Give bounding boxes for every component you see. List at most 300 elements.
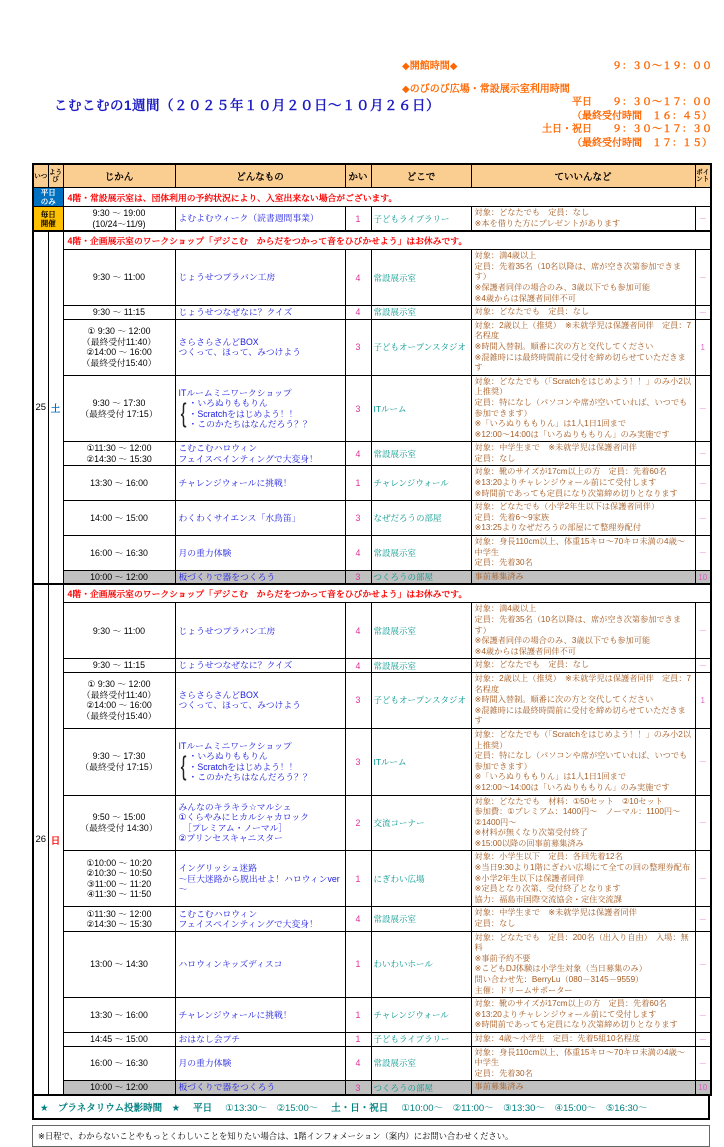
where-cell [371,659,471,673]
text-line: 9:30 ～ 17:30 [92,751,146,762]
time-cell [63,319,175,375]
text-line: 1 [700,342,705,352]
text-line: 定員：特になし（パソコンや席が空いていれば、いつでも参加できます） [474,751,688,771]
text-line: 対象：どなたでも（「Scratchをはじめよう！！」のみ小2以上推奨） [474,729,692,750]
col-header-where: どこで [371,164,471,188]
text-line: チャレンジウォール [373,478,449,489]
point-cell [695,570,711,584]
where-cell [371,931,471,998]
label-weekday-only [33,188,63,207]
details-cell [471,603,695,659]
schedule-body [33,188,711,1095]
text-line: 定員：先着35名（10名以降は、席が空き次第参加できます） [474,261,682,282]
floor-cell [345,536,371,571]
where-cell [371,603,471,659]
text-line: 10:00 ～ 12:00 [90,1082,148,1093]
text-line: － [698,757,707,767]
floor-cell [345,306,371,320]
text-line: 月の重力体験 [178,1058,232,1069]
event-row [33,795,711,851]
usage-weekend-last: （最終受付時間 １７：１５） [572,137,712,149]
time-cell [63,536,175,571]
floor-cell [345,603,371,659]
event-row [33,319,711,375]
floor-cell [345,250,371,306]
point-cell [695,306,711,320]
text-line: ・このかたちはなんだろう？？ [188,772,312,783]
floor-cell [345,319,371,375]
text-line: ※時間入替制。順番に次の方と交代してください [474,341,654,351]
text-line: 定員：特になし（パソコンや席が空いていれば、いつでも参加できます） [474,397,688,418]
time-cell [63,1046,175,1081]
text-line: 定員：先着6～9家族 [474,512,550,522]
text-line: 日 [50,835,61,847]
time-cell [63,570,175,584]
footnote: ※日程で、わからないことやもっとくわしいことを知りたい場合は、1階インフォメーション（案内）にお問い合わせください。 [32,1125,710,1147]
floor-cell [345,851,371,907]
text-line: ※12:00～14:00は「いろぬりももりん」のみ実施です [474,429,670,439]
text-line: 対象：身長110cm以上、体重15キロ～70キロ未満の4歳～中学生 [474,537,685,557]
text-line: ※定員となり次第、受付終了となります [474,884,621,894]
event-name-cell [175,728,345,795]
details-cell [471,1032,695,1046]
where-cell [371,728,471,795]
text-line: 対象：靴のサイズが17cm以上の方 定員：先着60名 [474,999,667,1009]
text-line: 4 [355,625,361,636]
floor-cell [345,1046,371,1081]
text-line: こむこむハロウィン [178,908,258,919]
text-line: 3 [355,403,361,414]
event-row [33,907,711,931]
text-line: ④11:30 ～ 11:50 [86,889,152,900]
text-line: ②14:30 ～ 15:30 [86,919,152,930]
event-name-cell [175,659,345,673]
text-line: 対象：どなたでも 定員：なし [474,660,590,670]
where-cell [371,795,471,851]
text-line: ・Scratchをはじめよう！！ [188,761,298,772]
text-line: 13:00 ～ 14:30 [90,959,148,970]
point-cell [695,603,711,659]
time-cell [63,931,175,998]
text-line: ②14:00 ～ 16:00 [86,347,152,358]
text-line: 対象：4歳～小学生 定員：先着5組10名程度 [474,1033,641,1043]
where-cell [371,570,471,584]
floor-cell [345,570,371,584]
text-line: わいわいホール [373,959,433,970]
text-line: 3 [355,572,361,583]
text-line: ITルームミニワークショップ [178,387,292,398]
col-header-what: どんなもの [175,164,345,188]
event-row [33,375,711,442]
text-line: ②プリンセスキャニスター [178,833,283,844]
where-cell [371,207,471,232]
text-line: ・このかたちはなんだろう？？ [188,419,312,429]
point-cell [695,466,711,501]
text-line: 4階・企画展示室のワークショップ「デジこむ からだをつかって音をひびかせよう」はお休みです。 [67,589,468,600]
text-line: 4階・企画展示室のワークショップ「デジこむ からだをつかって音をひびかせよう」はお休みです。 [67,236,468,247]
text-line: のみ [40,197,56,206]
where-cell [371,306,471,320]
col-header-weekday: ようび [48,164,63,188]
event-row [33,672,711,728]
time-cell [63,466,175,501]
text-line: ※時間前であっても定員になり次第締め切りとなります [474,488,678,498]
point-cell [695,931,711,998]
event-row [33,442,711,466]
text-line: 対象：中学生まで ※未就学児は保護者同伴 [474,443,637,453]
col-header-points: ポイント [695,164,711,188]
text-line: 対象：満4歳以上 [474,251,537,261]
where-cell [371,907,471,931]
text-line: ①11:30 ～ 12:00 [86,908,152,919]
details-cell [471,375,695,442]
text-line: チャレンジウォールに挑戦！ [178,478,292,489]
weekday-closure-note [63,188,711,207]
text-line: イングリッシュ迷路 [178,863,257,874]
text-line: 10 [698,572,708,582]
text-line: － [698,626,707,636]
event-row [33,501,711,536]
point-cell [695,672,711,728]
text-line: ・Scratchをはじめよう！！ [188,408,298,419]
text-line: さらさらさんどBOX [178,689,259,700]
text-line: － [698,661,707,671]
text-line: 子どもオープンスタジオ [373,695,466,706]
point-cell [695,501,711,536]
text-line: 定員：先着35名（10名以降は、席が空き次第参加できます） [474,615,682,635]
planetarium-title: ★ プラネタリウム投影時間 ★ [40,1102,181,1114]
text-line: ※13:20よりチャレンジウォール前にて受付します [474,478,657,488]
text-line: － [698,959,707,969]
floor-cell [345,442,371,466]
text-line: ITルームミニワークショップ [178,740,292,751]
text-line: 1 [355,1034,361,1045]
text-line: つくって、ほって、みつけよう [178,700,301,711]
text-line: 2 [355,817,361,828]
text-line: 3 [355,513,361,524]
text-line: 主催：ドリームサポーター [474,985,573,995]
text-line: 問い合わせ先：BerryLu（080－3145－9559） [474,975,644,984]
day-cell [48,231,63,584]
text-line: 平日 [40,188,56,197]
time-cell [63,795,175,851]
text-line: 板づくりで器をつくろう [178,1082,276,1093]
text-line: 14:00 ～ 15:00 [90,512,148,523]
text-line: じょうせつプラバン工房 [178,272,276,283]
text-line: ハロウィンキッズディスコ [178,959,283,970]
event-name-cell [175,250,345,306]
text-line: 対象：中学生まで ※未就学児は保護者同伴 [474,908,637,918]
text-line: ※4歳からは保護者同伴不可 [474,293,576,303]
text-line: こむこむハロウィン [178,443,258,454]
text-line: 9:30 ～ 11:00 [92,272,146,283]
time-cell [63,659,175,673]
event-name-cell [175,795,345,851]
text-line: ① 9:30 ～ 12:00 [87,326,151,337]
date-cell [33,584,48,1095]
text-line: 9:30 ～ 11:15 [92,660,146,671]
text-line: 13:30 ～ 16:00 [90,1009,148,1020]
event-name-cell [175,319,345,375]
details-cell [471,306,695,320]
floor-cell [345,795,371,851]
text-line: ※こどもDJ体験は小学生対象（当日募集のみ） [474,964,647,974]
text-line: 協力：福島市国際交流協会・定住交流課 [474,894,622,904]
text-line: みんなのキラキラ☆マルシェ [178,801,292,812]
text-line: さらさらさんどBOX [178,336,259,347]
text-line: おはなし会プチ [178,1034,241,1045]
event-row [33,536,711,571]
text-line: － [698,818,707,828]
time-cell [63,672,175,728]
text-line: 開催 [40,218,56,228]
text-line: わくわくサイエンス「水鳥笛」 [178,512,301,523]
text-line: ・いろぬりももりん [188,398,268,408]
floor-cell [345,672,371,728]
point-cell [695,1032,711,1046]
text-line: － [698,1058,707,1068]
floor-cell [345,728,371,795]
text-line: ①11:30 ～ 12:00 [86,443,152,454]
text-line: 9:30 ～ 19:00 [92,208,146,219]
text-line: － [698,214,707,224]
floor-cell [345,207,371,232]
brace-items [189,751,312,783]
time-cell [63,375,175,442]
page-title: こむこむの1週間（２０２５年１０月２０日～１０月２６日） [54,98,441,113]
point-cell [695,207,711,232]
brace-decoration: { [180,751,186,782]
time-cell [63,442,175,466]
text-line: 常設展示室 [373,625,417,636]
time-cell [63,998,175,1033]
event-name-cell [175,1032,345,1046]
text-line: 月の重力体験 [178,547,232,558]
text-line: ※当日9:30より1階にぎわい広場にて全ての回の整理券配布 [474,863,691,873]
event-name-cell [175,1046,345,1081]
text-line: 4階・常設展示室は、団体利用の予約状況により、入室出来ない場合がございます。 [67,192,398,203]
text-line: チャレンジウォール [373,1010,449,1021]
text-line: ① 9:30 ～ 12:00 [87,679,151,690]
text-line: 常設展示室 [373,448,417,459]
details-cell [471,442,695,466]
brace-group [179,398,342,430]
event-row [33,603,711,659]
text-line: － [698,273,707,283]
point-cell [695,851,711,907]
text-line: じょうせつプラバン工房 [178,625,276,636]
point-cell [695,375,711,442]
event-name-cell [175,466,345,501]
text-line: 3 [355,342,361,353]
text-line: 毎日 [40,209,56,219]
text-line: 9:30 ～ 17:30 [92,398,146,408]
usage-weekend-hours: 土日・祝日 ９：３０～１７：３０ [542,124,712,135]
text-line: （最終受付 14:30） [80,822,158,833]
text-line: ITルーム [373,756,407,767]
text-line: ※本を借りた方にプレゼントがあります [474,218,621,228]
text-line: ※4歳からは保護者同伴不可 [474,646,576,656]
time-cell [63,728,175,795]
text-line: 1 [355,213,361,224]
usage-weekday-last: （最終受付時間 １６：４５） [572,110,712,122]
text-line: ※15:00以降の回事前募集済み [474,838,584,848]
text-line: ※13:25よりなぜだろうの部屋にて整理券配付 [474,523,642,533]
planetarium-weekday-label: 平日 [193,1102,213,1114]
text-line: 土 [50,403,61,415]
text-line: － [698,548,707,558]
text-line: 4 [355,448,361,459]
text-line: － [698,449,707,459]
where-cell [371,375,471,442]
time-cell [63,603,175,659]
event-name-cell [175,306,345,320]
floor-cell [345,1032,371,1046]
text-line: (10/24～11/9) [92,218,146,229]
details-cell [471,319,695,375]
text-line: － [698,874,707,884]
event-name-cell [175,570,345,584]
text-line: 板づくりで器をつくろう [178,571,276,582]
details-cell [471,207,695,232]
text-line: － [698,478,707,488]
text-line: （最終受付15:40） [81,710,157,721]
text-line: 16:00 ～ 16:30 [90,1058,148,1069]
text-line: ～巨大迷路から脱出せよ！ハロウィンver～ [178,873,340,895]
event-row [33,570,711,584]
where-cell [371,998,471,1033]
text-line: 定員：なし [474,453,516,463]
planetarium-schedule-bar [32,1096,710,1120]
text-line: ※時間前であっても定員になり次第締め切りとなります [474,1020,678,1030]
text-line: ③11:00 ～ 11:20 [86,878,152,889]
floor-cell [345,907,371,931]
point-cell [695,442,711,466]
event-name-cell [175,672,345,728]
text-line: 対象：小学生以下 定員：各回先着12名 [474,852,623,862]
floor-cell [345,1081,371,1095]
text-line: － [698,404,707,413]
event-row [33,1046,711,1081]
event-row [33,728,711,795]
event-name-cell [175,442,345,466]
brace-decoration: { [180,398,186,429]
opening-hours-label: ◆開館時間◆ [402,61,458,72]
text-line: ※材料が無くなり次第受付終了 [474,828,588,838]
text-line: － [698,307,707,317]
text-line: － [698,1034,707,1044]
text-line: （最終受付 17:15） [80,408,158,419]
text-line: ※13:20よりチャレンジウォール前にて受付します [474,1009,657,1019]
text-line: 4 [355,307,361,318]
text-line: つくろうの部屋 [373,572,434,583]
event-row [33,250,711,306]
text-line: （最終受付11:40） [81,336,157,347]
text-line: ※小学2年生以下は保護者同伴 [474,873,585,883]
event-row [33,931,711,998]
text-line: 1 [355,1010,361,1021]
text-line: － [698,1010,707,1020]
text-line: なぜだろうの部屋 [373,513,442,524]
text-line: 1 [355,959,361,970]
text-line: フェイスペインティングで大変身！ [178,453,318,464]
text-line: ②10:30 ～ 10:50 [86,868,152,879]
time-cell [63,501,175,536]
floor-cell [345,501,371,536]
text-line: ※「いろぬりももりん」は1人1日1回まで [474,419,627,429]
point-cell [695,907,711,931]
where-cell [371,442,471,466]
col-header-when: いつ [33,164,48,188]
text-line: 対象：どなたでも 定員：200名（出入り自由） 入場：無料 [474,932,689,953]
page-header [0,0,724,163]
text-line: 1 [700,695,705,705]
text-line: 常設展示室 [373,272,417,283]
text-line: 9:50 ～ 15:00 [92,812,146,823]
usage-hours-label: ◆のびのび広場・常設展示室利用時間 [402,83,570,95]
text-line: 常設展示室 [373,547,417,558]
text-line: 4 [355,914,361,925]
details-cell [471,851,695,907]
point-cell [695,536,711,571]
details-cell [471,466,695,501]
where-cell [371,466,471,501]
text-line: ※時間入替制。順番に次の方と交代してください [474,695,654,705]
workshop-closure-note [63,231,711,250]
text-line: ※保護者同伴の場合のみ、3歳以下でも参加可能 [474,636,651,646]
floor-cell [345,998,371,1033]
time-cell [63,1081,175,1095]
event-name-cell [175,207,345,232]
text-line: 10 [698,1083,708,1093]
text-line: 1 [355,873,361,884]
text-line: つくろうの部屋 [373,1082,434,1093]
time-cell [63,250,175,306]
text-line: 対象：身長110cm以上、体重15キロ～70キロ未満の4歳～中学生 [474,1047,685,1068]
event-row [33,1032,711,1046]
text-line: じょうせつなぜなに？クイズ [178,660,293,671]
details-cell [471,907,695,931]
text-line: 4 [355,660,361,671]
text-line: フェイスペインティングで大変身！ [178,919,318,930]
point-cell [695,1046,711,1081]
planetarium-weekend-times: ①10:00～ ②11:00～ ③13:30～ ④15:00～ ⑤16:30～ [401,1102,648,1114]
event-row [33,851,711,907]
text-line: 10:00 ～ 12:00 [90,571,148,582]
event-name-cell [175,1081,345,1095]
text-line: 交流コーナー [373,817,425,828]
details-cell [471,501,695,536]
where-cell [371,1046,471,1081]
where-cell [371,536,471,571]
time-cell [63,851,175,907]
text-line: ②14:30 ～ 15:30 [86,453,152,464]
text-line: 対象：2歳以上（推奨） ※未就学児は保護者同伴 定員：7名程度 [474,673,692,694]
col-header-time: じかん [63,164,175,188]
text-line: 子どもライブラリー [373,213,450,224]
text-line: 3 [355,1082,361,1093]
text-line: ※12:00～14:00は「いろぬりももりん」のみ実施です [474,782,670,792]
details-cell [471,728,695,795]
text-line: 常設展示室 [373,1058,417,1069]
text-line: ※事前予約不要 [474,953,531,963]
event-row [33,306,711,320]
point-cell [695,1081,711,1095]
text-line: 4 [355,547,361,558]
text-line: ②14:00 ～ 16:00 [86,700,152,711]
text-line: 4 [355,272,361,283]
text-line: チャレンジウォールに挑戦！ [178,1009,292,1020]
